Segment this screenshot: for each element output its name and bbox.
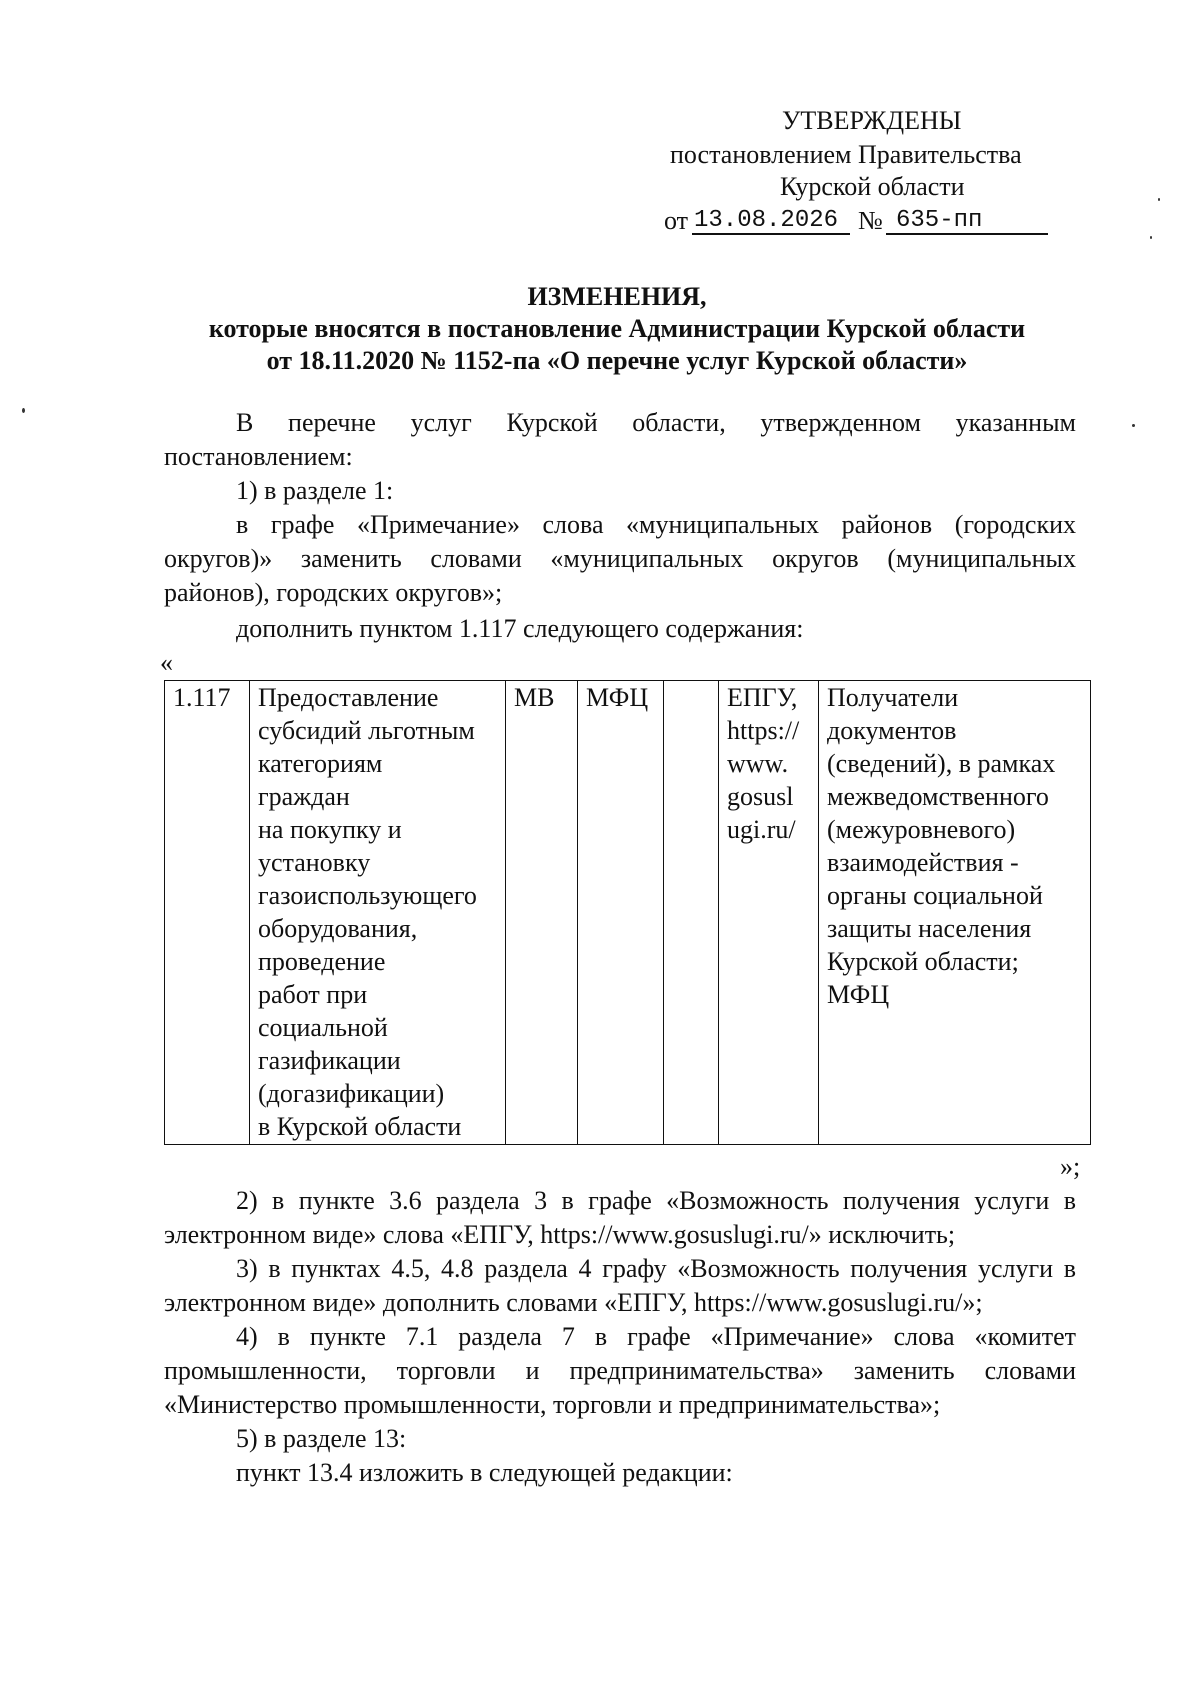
list-item-3: 3) в пунктах 4.5, 4.8 раздела 4 графу «Возможность получения услуги в электронном виде» дополнить словами «ЕПГУ, https://www.gosuslugi.ru/»;: [164, 1254, 1076, 1317]
list-item-4: 4) в пункте 7.1 раздела 7 в графе «Примечание» слова «комитет промышленности, торговли и предпринимательства» заменить словами «Министерство промышленности, торговли и предпринимательства»;: [164, 1322, 1076, 1419]
table-row: [165, 681, 1091, 1145]
list-item-5: 5) в разделе 13:: [236, 1424, 407, 1453]
approval-number-sign: №: [858, 206, 883, 235]
amendment-table: [164, 680, 1091, 1145]
table-cell-mv: МВ: [506, 681, 578, 1145]
approval-number: 635-пп: [896, 207, 983, 234]
table-cell-empty: [664, 681, 719, 1145]
document-title: ИЗМЕНЕНИЯ,: [527, 282, 707, 311]
scan-speck: [1132, 424, 1135, 427]
document-subtitle: которые вносятся в постановление Администрации Курской области: [208, 314, 1026, 343]
table-cell-service-name: Предоставление субсидий льготным категориям граждан на покупку и установку газоиспользующего оборудования, проведение работ при социальной газификации (догазификации) в Курской области: [250, 681, 506, 1145]
list-item-5-sub: пункт 13.4 изложить в следующей редакции:: [236, 1458, 733, 1487]
intro-paragraph: В перечне услуг Курской области, утвержденном указанным постановлением:: [164, 408, 1076, 471]
list-item-2: 2) в пункте 3.6 раздела 3 в графе «Возможность получения услуги в электронном виде» слова «ЕПГУ, https://www.gosuslugi.ru/» исключить;: [164, 1186, 1076, 1249]
scan-speck: [1158, 198, 1160, 201]
list-item-1: 1) в разделе 1:: [236, 476, 394, 505]
approval-date: 13.08.2026: [694, 207, 839, 234]
close-quote: »;: [1060, 1152, 1081, 1181]
table-cell-mfc: МФЦ: [578, 681, 664, 1145]
table-cell-epgu: ЕПГУ, https:// www. gosusl ugi.ru/: [719, 681, 819, 1145]
document-subtitle-2: от 18.11.2020 № 1152-па «О перечне услуг Курской области»: [266, 346, 968, 375]
scan-speck: [22, 408, 25, 413]
addition-paragraph: дополнить пунктом 1.117 следующего содержания:: [236, 614, 804, 643]
approval-heading: УТВЕРЖДЕНЫ: [782, 106, 962, 135]
table-cell-number: 1.117: [165, 681, 250, 1145]
number-underline: [886, 233, 1048, 235]
approval-region: Курской области: [780, 172, 965, 201]
approval-issuer: постановлением Правительства: [670, 140, 1022, 169]
open-quote: «: [160, 648, 173, 677]
approval-date-prefix: от: [664, 206, 689, 235]
scan-speck: [1150, 236, 1152, 239]
date-underline: [692, 233, 850, 235]
amendment-paragraph: в графе «Примечание» слова «муниципальных районов (городских округов)» заменить словами «муниципальных округов (муниципальных районов), городских округов»;: [164, 510, 1076, 607]
table-cell-recipients: Получатели документов (сведений), в рамках межведомственного (межуровневого) взаимодействия - органы социальной защиты населения Курской области; МФЦ: [819, 681, 1091, 1145]
